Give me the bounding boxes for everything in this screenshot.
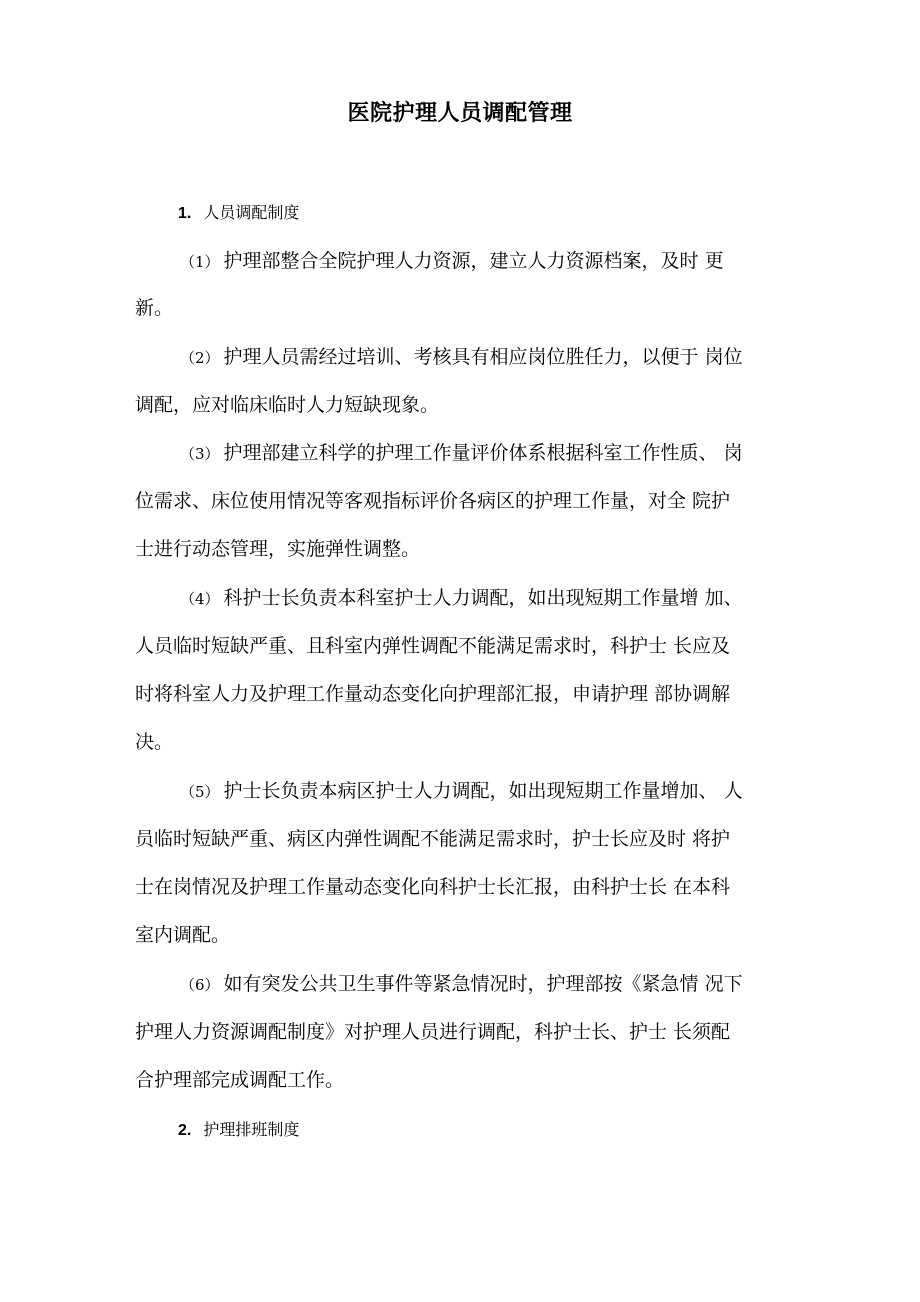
paragraph-text: 如有突发公共卫生事件等紧急情况时，护理部按《紧急情 况下 <box>223 973 743 995</box>
paragraph-6-line-3: 合护理部完成调配工作。 <box>135 1069 345 1091</box>
paragraph-5-line-3: 士在岗情况及护理工作量动态变化向科护士长汇报，由科护士长 在本科 <box>135 876 731 898</box>
paragraph-text: 护理人员需经过培训、考核具有相应岗位胜任力，以便于 岗位 <box>223 346 743 368</box>
paragraph-6-line-1 <box>180 970 743 999</box>
paragraph-text: 护理部整合全院护理人力资源，建立人力资源档案，及时 更 <box>223 250 724 272</box>
paragraph-4-line-1 <box>180 584 743 613</box>
section-heading-1 <box>178 201 299 226</box>
section-number: 2. <box>178 1122 192 1139</box>
document-title: 医院护理人员调配管理 <box>347 101 573 126</box>
section-heading-2 <box>178 1118 299 1143</box>
paragraph-marker: （3） <box>180 445 220 463</box>
section-title: 护理排班制度 <box>203 1120 300 1139</box>
paragraph-6-line-2: 护理人力资源调配制度》对护理人员进行调配，科护士长、护士 长须配 <box>135 1021 731 1043</box>
paragraph-text: 护士长负责本病区护士人力调配，如出现短期工作量增加、 人 <box>223 780 743 802</box>
paragraph-3-line-2: 位需求、床位使用情况等客观指标评价各病区的护理工作量，对全 院护 <box>135 490 731 512</box>
paragraph-3-line-3: 士进行动态管理，实施弹性调整。 <box>135 538 421 560</box>
paragraph-marker: （5） <box>180 783 220 801</box>
paragraph-5-line-4: 室内调配。 <box>135 924 231 946</box>
paragraph-5-line-2: 员临时短缺严重、病区内弹性调配不能满足需求时，护士长应及时 将护 <box>135 828 731 850</box>
paragraph-marker: （6） <box>180 976 220 994</box>
paragraph-3-line-1 <box>180 439 743 468</box>
paragraph-5-line-1 <box>180 777 743 806</box>
section-title: 人员调配制度 <box>203 203 300 222</box>
paragraph-1-line-1 <box>180 247 724 276</box>
paragraph-text: 护理部建立科学的护理工作量评价体系根据科室工作性质、 岗 <box>223 442 743 464</box>
section-number: 1. <box>178 205 192 222</box>
paragraph-4-line-2: 人员临时短缺严重、且科室内弹性调配不能满足需求时，科护士 长应及 <box>135 635 731 657</box>
paragraph-marker: （1） <box>180 253 220 271</box>
paragraph-1-line-2: 新。 <box>135 297 174 319</box>
paragraph-text: 科护士长负责本科室护士人力调配，如出现短期工作量增 加、 <box>223 587 743 609</box>
paragraph-4-line-4: 决。 <box>135 731 174 753</box>
paragraph-2-line-1 <box>180 343 743 372</box>
paragraph-marker: （4） <box>180 590 220 608</box>
paragraph-2-line-2: 调配，应对临床临时人力短缺现象。 <box>135 394 440 416</box>
paragraph-4-line-3: 时将科室人力及护理工作量动态变化向护理部汇报，申请护理 部协调解 <box>135 683 731 705</box>
paragraph-marker: （2） <box>180 349 220 367</box>
